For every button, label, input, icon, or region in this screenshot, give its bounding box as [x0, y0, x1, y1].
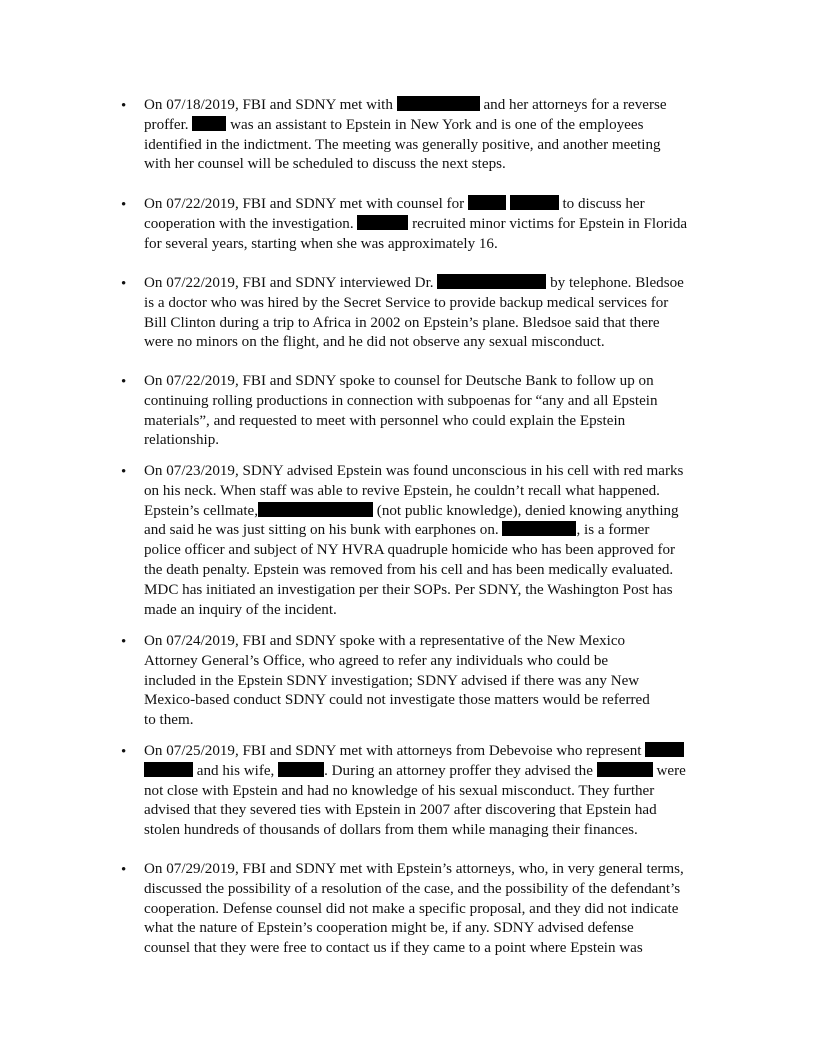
bullet-glyph: • [121, 374, 127, 390]
redaction-block [645, 742, 684, 757]
redaction-block [397, 96, 480, 111]
redaction-block [510, 195, 559, 210]
redaction-block [258, 502, 373, 517]
redaction-block [437, 274, 546, 289]
redaction-block [357, 215, 408, 230]
bullet-glyph: • [121, 98, 127, 114]
redaction-block [278, 762, 324, 777]
redaction-block [468, 195, 506, 210]
bullet-glyph: • [121, 634, 127, 650]
bullet-glyph: • [121, 744, 127, 760]
list-item [121, 860, 721, 959]
list-item [121, 274, 721, 353]
bullet-glyph: • [121, 464, 127, 480]
entry-text: On 07/24/2019, FBI and SDNY spoke with a representative of the New Mexico Attorney General’s Office, who agreed to refer any individuals who could be included in the Epstein SDNY investigation; SDNY advised if there was any New Mexico-based conduct SDNY could not investigate those matters would be referred to them. [144, 633, 650, 729]
redaction-block [192, 116, 226, 131]
list-item [121, 195, 721, 254]
redaction-block [502, 521, 576, 536]
entry-text: On 07/29/2019, FBI and SDNY met with Epstein’s attorneys, who, in very general terms, discussed the possibility of a resolution of the case, and the possibility of the defendant’s cooperation. Defense counsel did not make a specific proposal, and they did not indicate what the nature of Epstein’s cooperation might be, if any. SDNY advised defense counsel that they were free to contact us if they came to a point where Epstein was [144, 861, 684, 957]
bullet-glyph: • [121, 276, 127, 292]
list-item [121, 96, 721, 175]
list-item [121, 742, 721, 841]
list-item [121, 462, 721, 620]
entry-text: On 07/22/2019, FBI and SDNY interviewed Dr. by telephone. Bledsoe is a doctor who was hired by the Secret Service to provide backup medical services for Bill Clinton during a trip to Africa in 2002 on Epstein’s plane. Bledsoe said that there were no minors on the flight, and he did not observe any sexual misconduct. [144, 275, 684, 351]
entry-text: On 07/18/2019, FBI and SDNY met with and her attorneys for a reverse proffer. was an assistant to Epstein in New York and is one of the employees identified in the indictment. The meeting was generally positive, and another meeting with her counsel will be scheduled to discuss the next steps. [144, 97, 667, 173]
entry-text: On 07/22/2019, FBI and SDNY spoke to counsel for Deutsche Bank to follow up on continuing rolling productions in connection with subpoenas for “any and all Epstein materials”, and requested to meet with personnel who could explain the Epstein relationship. [144, 373, 658, 449]
bullet-glyph: • [121, 862, 127, 878]
entry-text: On 07/22/2019, FBI and SDNY met with counsel for to discuss her cooperation with the investigation. recruited minor victims for Epstein in Florida for several years, starting when she was approximately 16. [144, 196, 688, 252]
list-item [121, 372, 721, 451]
entry-text: On 07/25/2019, FBI and SDNY met with attorneys from Debevoise who represent and his wife, . During an attorney proffer they advised the were not close with Epstein and had no knowledge of his sexual misconduct. They further advised that they severed ties with Epstein in 2007 after discovering that Epstein had stolen hundreds of thousands of dollars from them while managing their finances. [144, 743, 686, 839]
redaction-block [597, 762, 653, 777]
bullet-glyph: • [121, 197, 127, 213]
entry-text: On 07/23/2019, SDNY advised Epstein was found unconscious in his cell with red marks on his neck. When staff was able to revive Epstein, he couldn’t recall what happened. Epstein’s cellmate, (not public knowledge), denied knowing anything and said he was just sitting on his bunk with earphones on. , is a former police officer and subject of NY HVRA quadruple homicide who has been approved for the death penalty. Epstein was removed from his cell and has been medically evaluated. MDC has initiated an investigation per their SOPs. Per SDNY, the Washington Post has made an inquiry of the incident. [144, 463, 684, 618]
redaction-block [144, 762, 193, 777]
list-item [121, 632, 721, 731]
